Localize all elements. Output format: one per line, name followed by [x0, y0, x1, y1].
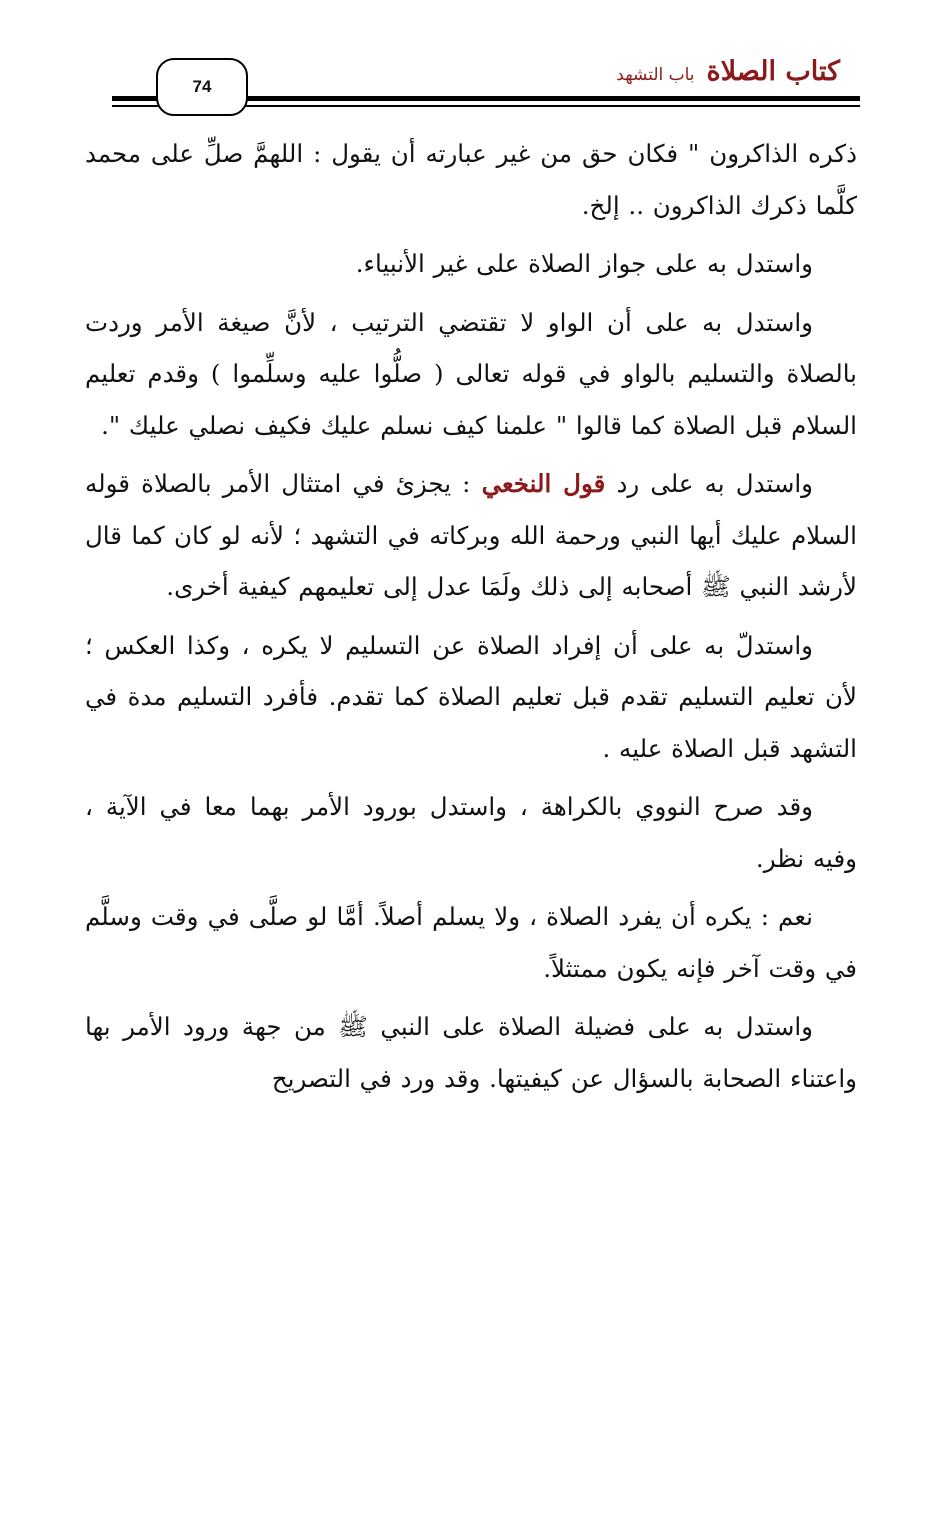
paragraph: [85, 891, 857, 994]
text-segment: نعم : يكره أن يفرد الصلاة ، ولا يسلم أصلاً. أمَّا لو صلَّى في وقت وسلَّم في وقت آخر فإنه يكون ممتثلاً.: [85, 902, 857, 983]
text-segment: وقد صرح النووي بالكراهة ، واستدل بورود الأمر بهما معا في الآية ، وفيه نظر.: [85, 792, 857, 873]
paragraph: [85, 128, 857, 231]
text-segment: : يجزئ في امتثال الأمر بالصلاة قوله السلام عليك أيها النبي ورحمة الله وبركاته في التشهد ؛ لأنه لو كان كما قال لأرشد النبي ﷺ أصحابه إلى ذلك ولَمَا عدل إلى تعليمهم كيفية أخرى.: [85, 469, 857, 601]
page-number: 74: [192, 77, 212, 96]
highlighted-phrase: قول النخعي: [481, 469, 606, 498]
page-header: [112, 52, 860, 114]
paragraph: [85, 1001, 857, 1104]
header-titles: [616, 56, 840, 87]
text-segment: ذكره الذاكرون " فكان حق من غير عبارته أن يقول : اللهمَّ صلِّ على محمد كلَّما ذكرك الذاكرون .. إلخ.: [85, 139, 857, 220]
text-segment: واستدل به على رد: [605, 469, 813, 498]
book-title: كتاب الصلاة: [706, 56, 840, 87]
text-segment: واستدل به على جواز الصلاة على غير الأنبياء.: [355, 249, 813, 278]
paragraph: [85, 781, 857, 884]
text-segment: واستدلّ به على أن إفراد الصلاة عن التسليم لا يكره ، وكذا العكس ؛ لأن تعليم التسليم تقدم قبل تعليم الصلاة كما تقدم. فأفرد التسليم مدة في التشهد قبل الصلاة عليه .: [85, 630, 857, 763]
page-number-tab: [156, 58, 248, 116]
text-segment: واستدل به على فضيلة الصلاة على النبي ﷺ من جهة ورود الأمر بها واعتناء الصحابة بالسؤال عن كيفيتها. وقد ورد في التصريح: [85, 1012, 857, 1093]
paragraph: [85, 238, 857, 290]
body-text: [85, 128, 857, 1111]
text-segment: واستدل به على أن الواو لا تقتضي الترتيب ، لأنَّ صيغة الأمر وردت بالصلاة والتسليم بالواو في قوله تعالى ( صلُّوا عليه وسلِّموا ) وقدم تعليم السلام قبل الصلاة كما قالوا " علمنا كيف نسلم عليك فكيف نصلي عليك ".: [85, 307, 857, 440]
paragraph: [85, 458, 857, 613]
paragraph: [85, 297, 857, 452]
paragraph: [85, 620, 857, 775]
chapter-title: باب التشهد: [616, 65, 695, 85]
